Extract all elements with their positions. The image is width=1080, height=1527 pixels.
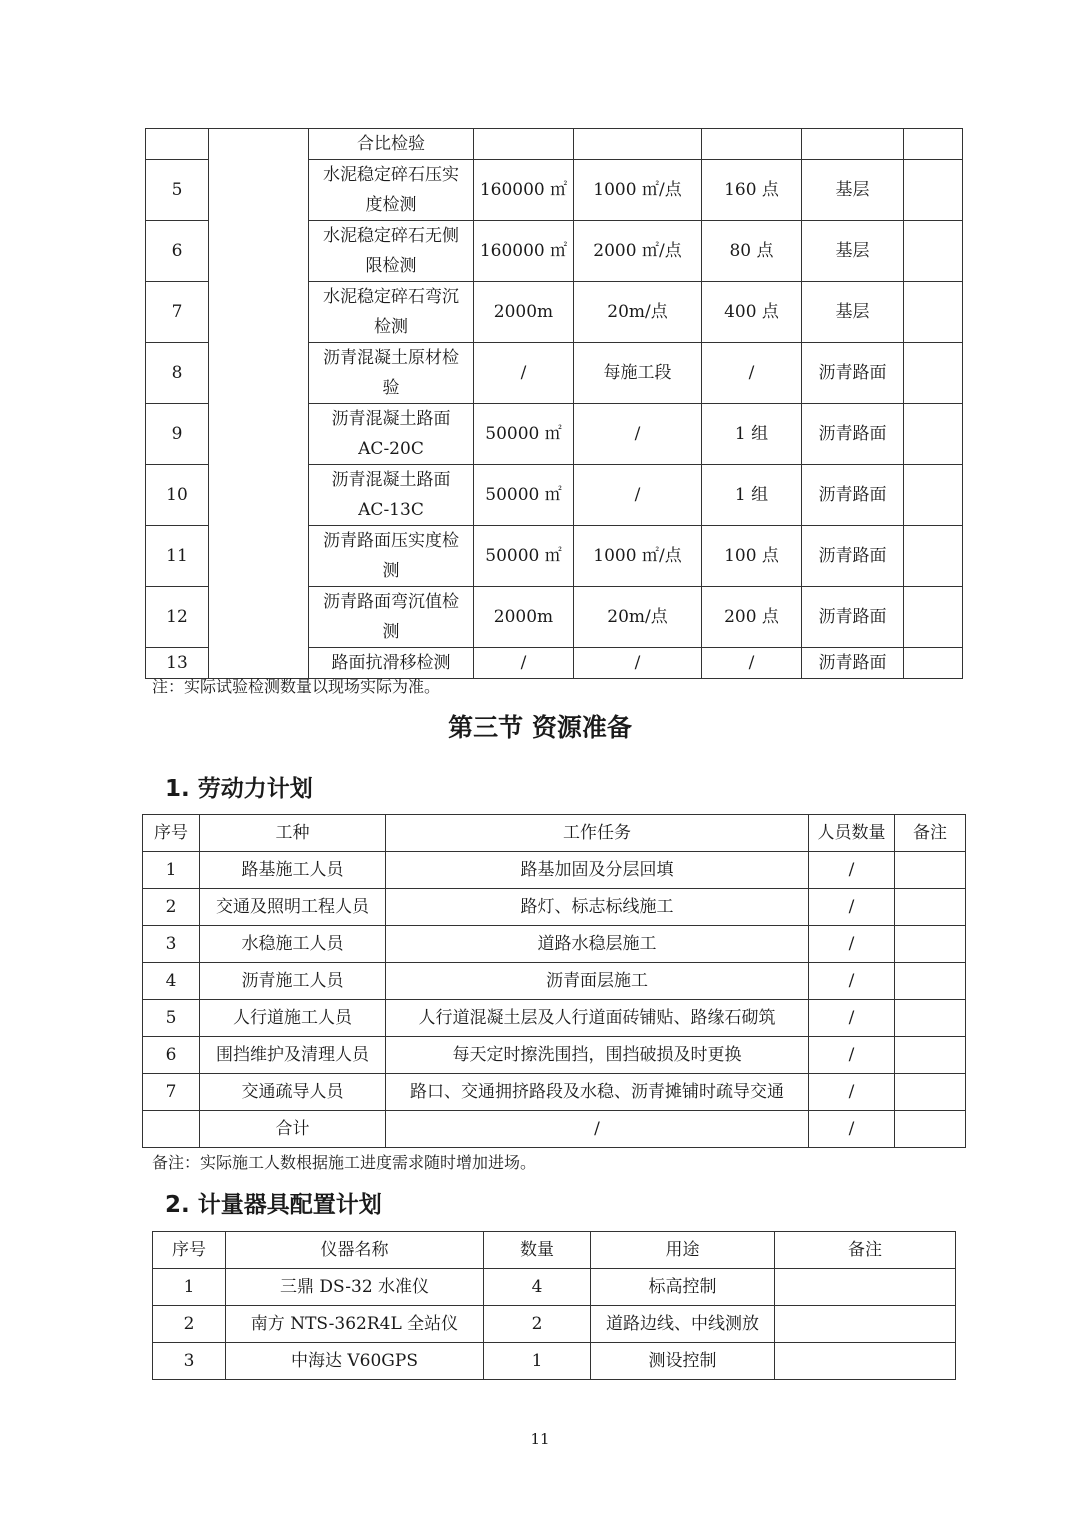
table-cell: 13 (146, 648, 209, 679)
table-cell: / (702, 648, 802, 679)
table-cell (904, 404, 963, 465)
table-cell: 200 点 (702, 587, 802, 648)
table-cell: 道路水稳层施工 (386, 926, 809, 963)
table-cell: 测设控制 (591, 1343, 775, 1380)
table-cell: 沥青混凝土路面AC-13C (309, 465, 474, 526)
table-cell: / (474, 343, 574, 404)
table-cell: 2000 ㎡/点 (574, 221, 702, 282)
header-cell: 序号 (153, 1232, 226, 1269)
table-cell: 1 组 (702, 404, 802, 465)
table-cell: 水稳施工人员 (200, 926, 386, 963)
labor-plan-note: 备注：实际施工人数根据施工进度需求随时增加进场。 (152, 1153, 537, 1172)
table-cell: 沥青路面 (802, 526, 904, 587)
table-cell: 1000 ㎡/点 (574, 160, 702, 221)
table-cell: 4 (484, 1269, 591, 1306)
table-row (143, 852, 966, 889)
table-cell (702, 129, 802, 160)
table-cell: 3 (143, 926, 200, 963)
labor-plan-table (142, 814, 966, 1148)
table-cell (895, 1000, 966, 1037)
table-cell: 12 (146, 587, 209, 648)
header-cell: 仪器名称 (226, 1232, 484, 1269)
table-cell (574, 129, 702, 160)
table-cell: 路灯、标志标线施工 (386, 889, 809, 926)
table-cell: 160 点 (702, 160, 802, 221)
table-cell: 沥青路面 (802, 465, 904, 526)
table-cell: 南方 NTS-362R4L 全站仪 (226, 1306, 484, 1343)
table-header-row (153, 1232, 956, 1269)
table-row (143, 1074, 966, 1111)
table-cell: 1000 ㎡/点 (574, 526, 702, 587)
table-cell: 基层 (802, 282, 904, 343)
table-cell (775, 1269, 956, 1306)
page-number: 11 (530, 1430, 550, 1448)
table-cell: 每施工段 (574, 343, 702, 404)
table-cell (904, 465, 963, 526)
meter-plan-table (152, 1231, 956, 1380)
table-cell: 50000 ㎡ (474, 526, 574, 587)
header-cell: 工作任务 (386, 815, 809, 852)
table-cell: 20m/点 (574, 282, 702, 343)
table-cell: 路基加固及分层回填 (386, 852, 809, 889)
table-cell: / (574, 404, 702, 465)
merged-category-cell (209, 129, 309, 679)
table-cell: 路基施工人员 (200, 852, 386, 889)
table-cell (895, 1037, 966, 1074)
table-cell: 道路边线、中线测放 (591, 1306, 775, 1343)
table-cell: 2000m (474, 282, 574, 343)
table-row (143, 1111, 966, 1148)
table-cell: / (574, 648, 702, 679)
table-cell: 8 (146, 343, 209, 404)
table-cell (904, 648, 963, 679)
header-cell: 工种 (200, 815, 386, 852)
table-cell: 路面抗滑移检测 (309, 648, 474, 679)
test-table-note: 注：实际试验检测数量以现场实际为准。 (152, 677, 441, 696)
table-cell: 80 点 (702, 221, 802, 282)
table-cell: 标高控制 (591, 1269, 775, 1306)
table-cell: 50000 ㎡ (474, 404, 574, 465)
table-cell: 160000 ㎡ (474, 221, 574, 282)
table-cell: 10 (146, 465, 209, 526)
table-cell (895, 889, 966, 926)
table-cell: 每天定时擦洗围挡，围挡破损及时更换 (386, 1037, 809, 1074)
table-cell: / (809, 889, 895, 926)
table-cell: 沥青路面 (802, 587, 904, 648)
table-row (153, 1343, 956, 1380)
table-cell: 沥青路面 (802, 648, 904, 679)
table-cell (474, 129, 574, 160)
table-cell (895, 1074, 966, 1111)
table-cell (802, 129, 904, 160)
table-cell: 160000 ㎡ (474, 160, 574, 221)
table-cell (904, 526, 963, 587)
meter-plan-heading: 2. 计量器具配置计划 (165, 1192, 382, 1218)
table-cell: / (574, 465, 702, 526)
table-cell: 沥青混凝土原材检验 (309, 343, 474, 404)
table-cell: 交通及照明工程人员 (200, 889, 386, 926)
table-cell (895, 852, 966, 889)
table-cell: 3 (153, 1343, 226, 1380)
table-cell: 沥青路面 (802, 404, 904, 465)
table-cell: 水泥稳定碎石弯沉检测 (309, 282, 474, 343)
table-row (146, 129, 963, 160)
table-cell: 4 (143, 963, 200, 1000)
table-cell (904, 129, 963, 160)
header-cell: 序号 (143, 815, 200, 852)
table-cell: 9 (146, 404, 209, 465)
table-cell (895, 1111, 966, 1148)
table-cell: / (809, 1111, 895, 1148)
table-cell: / (702, 343, 802, 404)
table-cell: 三鼎 DS-32 水准仪 (226, 1269, 484, 1306)
table-cell: 2 (143, 889, 200, 926)
table-cell: 沥青施工人员 (200, 963, 386, 1000)
table-cell: 7 (146, 282, 209, 343)
table-cell: 1 (484, 1343, 591, 1380)
table-cell: 基层 (802, 221, 904, 282)
table-cell (775, 1306, 956, 1343)
table-row (143, 926, 966, 963)
table-cell (143, 1111, 200, 1148)
table-cell (895, 963, 966, 1000)
table-cell (904, 160, 963, 221)
table-cell: 中海达 V60GPS (226, 1343, 484, 1380)
table-cell: / (809, 1074, 895, 1111)
table-row (153, 1269, 956, 1306)
table-cell: / (809, 1000, 895, 1037)
table-cell: 人行道施工人员 (200, 1000, 386, 1037)
table-cell: 沥青面层施工 (386, 963, 809, 1000)
table-cell: 路口、交通拥挤路段及水稳、沥青摊铺时疏导交通 (386, 1074, 809, 1111)
table-cell: 2 (484, 1306, 591, 1343)
table-cell: 5 (146, 160, 209, 221)
table-cell: / (809, 852, 895, 889)
labor-plan-heading: 1. 劳动力计划 (165, 776, 313, 802)
table-cell: 1 (153, 1269, 226, 1306)
table-cell: 1 (143, 852, 200, 889)
table-cell: / (809, 963, 895, 1000)
table-row (153, 1306, 956, 1343)
test-table (145, 128, 963, 679)
header-cell: 用途 (591, 1232, 775, 1269)
header-cell: 数量 (484, 1232, 591, 1269)
table-cell: 7 (143, 1074, 200, 1111)
table-cell: / (386, 1111, 809, 1148)
table-cell: 沥青混凝土路面AC-20C (309, 404, 474, 465)
section-title: 第三节 资源准备 (448, 713, 632, 742)
table-cell: 100 点 (702, 526, 802, 587)
table-cell: 围挡维护及清理人员 (200, 1037, 386, 1074)
table-cell: 1 组 (702, 465, 802, 526)
table-cell: 交通疏导人员 (200, 1074, 386, 1111)
table-cell: 沥青路面弯沉值检测 (309, 587, 474, 648)
table-cell: 5 (143, 1000, 200, 1037)
table-cell: 50000 ㎡ (474, 465, 574, 526)
header-cell: 备注 (775, 1232, 956, 1269)
table-cell: 沥青路面压实度检测 (309, 526, 474, 587)
table-row (143, 1037, 966, 1074)
table-cell: 基层 (802, 160, 904, 221)
table-cell: 合比检验 (309, 129, 474, 160)
table-cell: 6 (146, 221, 209, 282)
table-cell (904, 343, 963, 404)
table-cell: 合计 (200, 1111, 386, 1148)
table-cell: 沥青路面 (802, 343, 904, 404)
table-cell: / (809, 926, 895, 963)
table-cell: 2 (153, 1306, 226, 1343)
table-cell: 11 (146, 526, 209, 587)
table-cell (895, 926, 966, 963)
table-cell (904, 282, 963, 343)
table-cell: 2000m (474, 587, 574, 648)
table-cell: 400 点 (702, 282, 802, 343)
table-cell: / (809, 1037, 895, 1074)
table-cell: / (474, 648, 574, 679)
table-cell (904, 221, 963, 282)
table-cell: 人行道混凝土层及人行道面砖铺贴、路缘石砌筑 (386, 1000, 809, 1037)
table-cell (146, 129, 209, 160)
table-cell: 6 (143, 1037, 200, 1074)
table-cell (904, 587, 963, 648)
table-cell: 水泥稳定碎石压实度检测 (309, 160, 474, 221)
table-row (143, 889, 966, 926)
table-header-row (143, 815, 966, 852)
header-cell: 人员数量 (809, 815, 895, 852)
header-cell: 备注 (895, 815, 966, 852)
table-row (143, 963, 966, 1000)
table-cell (775, 1343, 956, 1380)
table-row (143, 1000, 966, 1037)
table-cell: 20m/点 (574, 587, 702, 648)
table-cell: 水泥稳定碎石无侧限检测 (309, 221, 474, 282)
